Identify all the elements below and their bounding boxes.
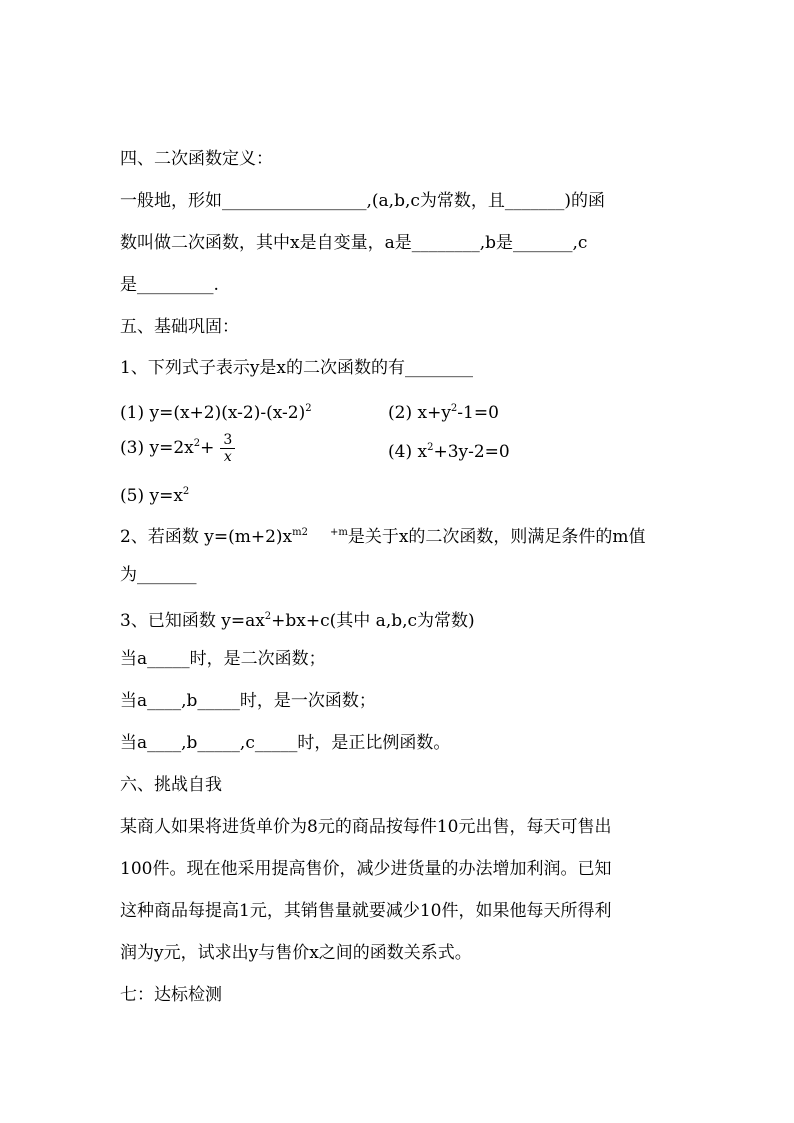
q3-post: +bx+c(其中 a,b,c为常数) <box>271 611 475 631</box>
q1-option-3-pre: (3) y=2x <box>120 438 194 458</box>
fraction-numerator: 3 <box>220 432 235 449</box>
q1-option-5-pre: (5) y=x <box>120 486 183 506</box>
q3-case-2: 当a____,b_____时，是一次函数； <box>120 691 376 711</box>
q2-post: 是关于x的二次函数，则满足条件的m值 <box>347 527 646 547</box>
section6-paragraph-line4: 润为y元，试求出y与售价x之间的函数关系式。 <box>120 943 472 963</box>
section4-line1: 一般地，形如_________________,(a,b,c为常数，且_______)的函 <box>120 191 606 211</box>
section6-paragraph-line1: 某商人如果将进货单价为8元的商品按每件10元出售，每天可售出 <box>120 817 612 837</box>
q1-option-5 <box>120 481 189 507</box>
q1-option-3 <box>120 432 235 465</box>
q1-option-4-pre: (4) x <box>388 442 428 462</box>
section5-title: 五、基础巩固： <box>120 317 239 337</box>
q1-stem: 1、下列式子表示y是x的二次函数的有________ <box>120 358 474 378</box>
q1-option-1-exponent: 2 <box>305 403 312 414</box>
q1-option-3-post: + <box>200 438 215 458</box>
section4-title: 四、二次函数定义： <box>120 149 273 169</box>
q1-option-2-post: -1=0 <box>457 403 499 423</box>
section6-paragraph-line3: 这种商品每提高1元，其销售量就要减少10件，如果他每天所得利 <box>120 901 612 921</box>
section7-title: 七：达标检测 <box>120 985 222 1005</box>
q1-option-4-post: +3y-2=0 <box>433 442 510 462</box>
q2-exponent-2: +m <box>329 527 348 538</box>
q1-option-1 <box>120 398 312 424</box>
q1-option-2-exponent: 2 <box>450 403 458 414</box>
q3-pre: 3、已知函数 y=ax <box>120 611 265 631</box>
q1-option-2 <box>388 398 499 424</box>
q3-case-3: 当a____,b_____,c_____时，是正比例函数。 <box>120 733 451 753</box>
q2-pre: 2、若函数 y=(m+2)x <box>120 527 293 547</box>
section4-line3: 是_________. <box>120 275 219 295</box>
section4-line2: 数叫做二次函数，其中x是自变量，a是________,b是_______,c <box>120 233 588 253</box>
q2-line2: 为_______ <box>120 565 197 585</box>
q2-exponent-1: m2 <box>292 527 308 538</box>
q3-stem <box>120 606 475 632</box>
q3-case-1: 当a_____时，是二次函数； <box>120 649 326 669</box>
q3-exponent: 2 <box>264 611 272 622</box>
q1-option-5-exponent: 2 <box>182 486 190 497</box>
section6-title: 六、挑战自我 <box>120 775 222 795</box>
q1-option-3-exponent: 2 <box>193 438 201 449</box>
q1-option-2-pre: (2) x+y <box>388 403 451 423</box>
q1-option-4 <box>388 437 510 463</box>
q1-option-4-exponent: 2 <box>427 442 434 453</box>
q1-option-3-fraction <box>220 432 235 465</box>
section6-paragraph-line2: 100件。现在他采用提高售价，减少进货量的办法增加利润。已知 <box>120 859 612 879</box>
q1-option-1-text: (1) y=(x+2)(x-2)-(x-2) <box>120 403 306 423</box>
fraction-denominator: x <box>223 449 232 465</box>
q2-line1 <box>120 522 646 548</box>
